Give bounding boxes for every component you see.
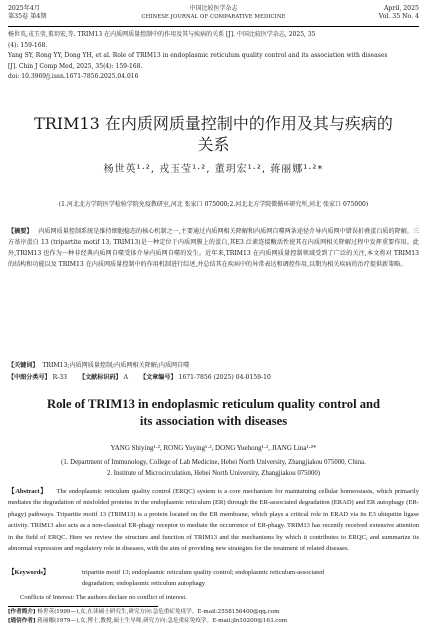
authors-zh: 杨世英¹·², 戎玉莹¹·², 董玥宏¹·², 蒋丽娜¹·²* <box>103 164 324 175</box>
title-en <box>0 396 427 430</box>
author-bio-label: [作者简介] <box>8 609 36 615</box>
title-zh-line: 关系 <box>197 135 230 154</box>
doi-line: doi: 10.3969/j.issn.1671-7856.2025.04.016 <box>8 73 139 80</box>
keywords-zh <box>8 360 419 371</box>
header-journal-zh: 中国比较医学杂志 <box>189 5 238 12</box>
header-date-en: April, 2025 <box>383 5 419 12</box>
header-journal <box>8 5 419 21</box>
header-journal-en: CHINESE JOURNAL OF COMPARATIVE MEDICINE <box>141 14 286 20</box>
abstract-en <box>8 486 419 554</box>
abstract-en-label: 【Abstract】 <box>8 488 48 495</box>
affiliation-zh: (1.河北北方学院医学检验学院免疫教研室,河北 张家口 075000;2.河北北方学院微循环研究所,河北 张家口 075000) <box>58 201 369 208</box>
doc-code-value: A <box>123 374 128 381</box>
title-en-line: its association with diseases <box>139 414 288 428</box>
author-bio-text: 杨世英(1999—),女,在读硕士研究生,研究方向:急危重症免疫学。E-mail:2558156400@qq.com <box>37 609 280 615</box>
running-header <box>8 2 419 27</box>
abstract-zh-text: 内质网质量控制系统是维持细胞稳态的核心机制之一,主要通过内质网相关降解和内质网自噬两条途径介导内质网中错误折叠蛋白质的降解。三方基序蛋白 13 (tripartite motif 13, TRIM13)是一种定位于内质网膜上的蛋白,其E3 泛素连接酶活性使其在内质网相关降解过程中发挥重要作用。此外,TRIM13 也作为一种非经典内质网自噬受体介导内质网自噬的发生。近年来,TRIM13 在内质网质量控制领域受到了广泛的关注,本文将对 TRIM13 的结构和功能以及 TRIM13 在内质网质量控制中的作用机制进行综述,并总结其在疾病中的异常表达和调控作用,以期为相关疾病的治疗提供新策略。 <box>8 228 420 269</box>
header-date-zh: 2025年4月 <box>8 5 41 12</box>
abstract-en-text: The endoplasmic reticulum quality control (ERQC) system is a core mechanism for maintaining cellular homeostasis, which primarily mediates the degradation of misfolded proteins in the endoplasmic reticulum (ER) through the ER-associated degradation (ERAD) and ER autophagy (ER-phagy) pathways. Tripartite motif 13 (TRIM13) is a protein located on the ER membrane, which plays a critical role in ERAD via its E3 ubiquitin ligase activity. TRIM13 also acts as a non-classical ER-phagy receptor to mediate the occurrence of ER-phagy. TRIM13 has recently received extensive attention in the field of ERQC. Here we review the structure and function of TRIM13 and the mechanisms by which it contributes to ERQC, and summarize its abnormal expression and regulatory role in diseases, with the aim of providing new strategies for the treatment of related diseases. <box>8 488 419 553</box>
header-volume-zh: 第35卷 第4期 <box>8 13 47 20</box>
authors-en: YANG Shiying¹·², RONG Yuying¹·², DONG Yuehong¹·², JIANG Lina¹·²* <box>110 444 317 452</box>
clc-label: 【中图分类号】 <box>8 374 51 381</box>
title-zh <box>0 113 427 155</box>
clc-value: R-33 <box>52 374 67 381</box>
conflict-statement: Conflicts of Interest: The authors declare no conflict of interest. <box>20 594 187 601</box>
footnote-rule <box>8 606 158 607</box>
article-number-value: 1671-7856 (2025) 04-0159-10 <box>178 374 271 381</box>
keywords-zh-label: 【关键词】 <box>8 362 39 369</box>
affiliation-en-line: (1. Department of Immunology, College of Lab Medicine, Hebei North University, Zhangjiakou 075000, China. <box>61 459 366 466</box>
citation-line: [J]. Chin J Comp Med, 2025, 35(4): 159-168. <box>8 62 143 70</box>
keywords-en <box>8 567 419 590</box>
corresponding-text: 蒋丽娜(1979—),女,博士,教授,硕士生导师,研究方向:急危重症免疫学。E-mail:jln10200@163.com <box>37 617 288 624</box>
affiliation-en-line: 2. Institute of Microcirculation, Hebei North University, Zhangjiakou 075000) <box>106 469 321 477</box>
citation-block <box>8 30 419 83</box>
header-volume-en: Vol. 35 No. 4 <box>378 13 419 20</box>
doc-code-label: 【文献标识码】 <box>79 374 122 381</box>
footnotes <box>8 608 419 625</box>
abstract-zh <box>8 226 419 270</box>
header-right <box>379 5 419 21</box>
citation-line: Yang SY, Rong YY, Dong YH, et al. Role of TRIM13 in endoplasmic reticulum quality control and its association with diseases <box>8 52 388 59</box>
title-zh-line: TRIM13 在内质网质量控制中的作用及其与疾病的 <box>34 114 393 133</box>
classification-zh <box>8 372 419 383</box>
keywords-zh-text: TRIM13;内质网质量控制;内质网相关降解;内质网自噬 <box>42 362 190 369</box>
keywords-en-label: 【Keywords】 <box>8 569 50 576</box>
article-number-label: 【文章编号】 <box>140 374 177 381</box>
abstract-zh-label: 【摘要】 <box>8 228 33 235</box>
citation-line: 杨世英,戎玉莹,董玥宏,等. TRIM13 在内质网质量控制中的作用及其与疾病的关系 [J]. 中国比较医学杂志, 2025, 35 <box>8 31 316 38</box>
citation-line: (4): 159-168. <box>8 41 48 49</box>
corresponding-label: [通信作者] <box>8 617 36 624</box>
keywords-en-text: tripartite motif 13; endoplasmic reticulum quality control; endoplasmic reticulum-associated <box>82 569 325 576</box>
affiliation-en <box>12 458 415 479</box>
keywords-en-text: degradation; endoplasmic reticulum autophagy <box>82 580 206 588</box>
title-en-line: Role of TRIM13 in endoplasmic reticulum quality control and <box>46 397 381 411</box>
